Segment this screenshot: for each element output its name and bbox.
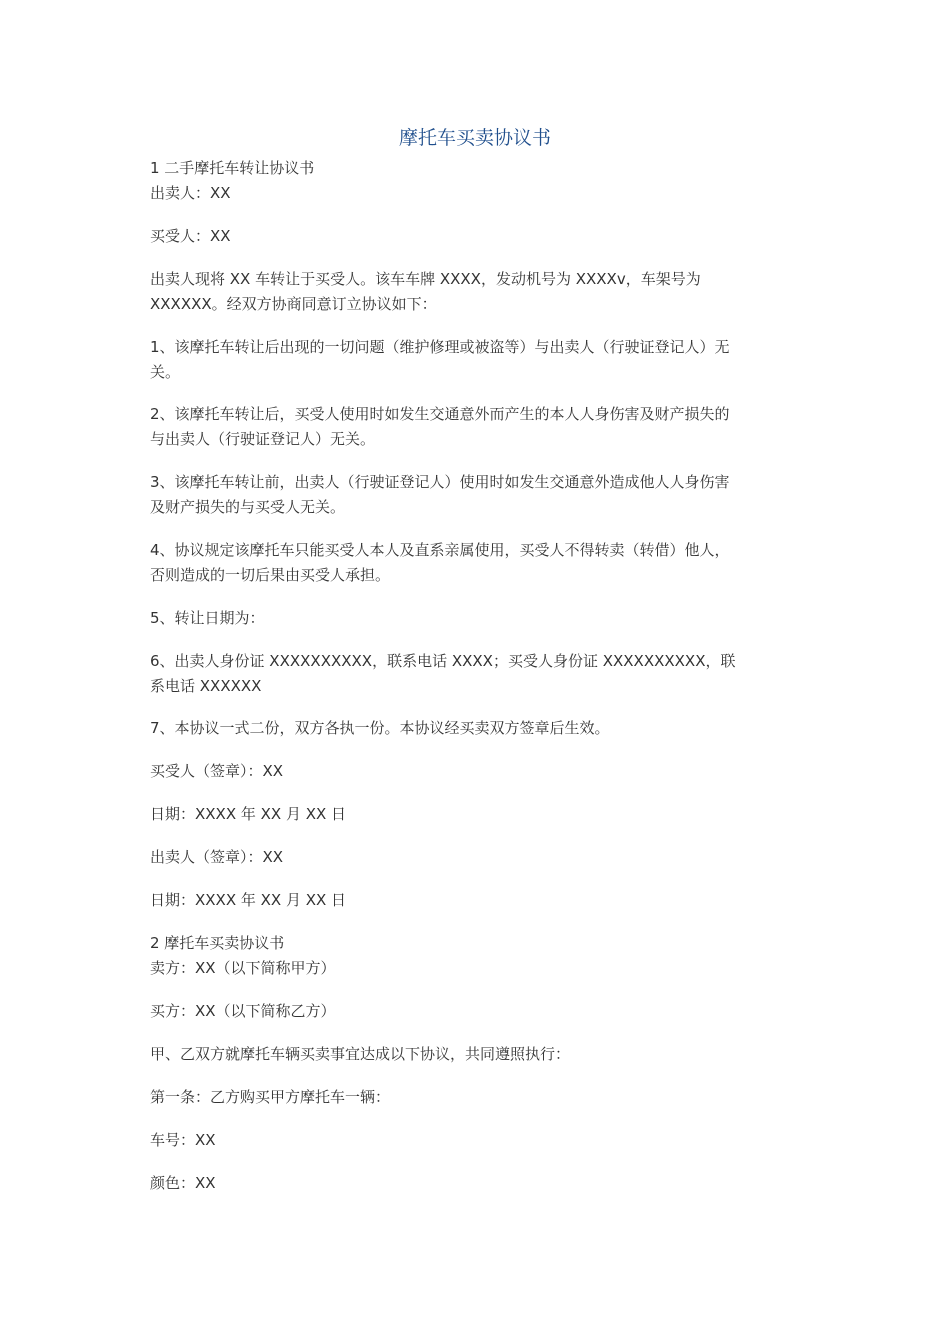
date-line: 日期：XXXX 年 XX 月 XX 日 [150,805,347,823]
clause-line: 系电话 XXXXXX [150,677,262,695]
document-title: 摩托车买卖协议书 [398,127,551,149]
clause-line: 6、出卖人身份证 XXXXXXXXXX，联系电话 XXXX；买受人身份证 XXXXXXXXXX，联 [150,652,736,670]
clause-line: 7、本协议一式二份，双方各执一份。本协议经买卖双方签章后生效。 [150,719,610,737]
section-heading-2: 2 摩托车买卖协议书 [150,934,285,952]
paragraph-line: XXXXXX。经双方协商同意订立协议如下： [150,295,437,313]
clause-line: 2、该摩托车转让后，买受人使用时如发生交通意外而产生的本人人身伤害及财产损失的 [150,405,730,423]
paragraph-line: 甲、乙双方就摩托车辆买卖事宜达成以下协议，共同遵照执行： [150,1045,571,1063]
buyer-line: 买方：XX（以下简称乙方） [150,1002,336,1020]
clause-line: 3、该摩托车转让前，出卖人（行驶证登记人）使用时如发生交通意外造成他人人身伤害 [150,473,730,491]
clause-line: 1、该摩托车转让后出现的一切问题（维护修理或被盗等）与出卖人（行驶证登记人）无 [150,338,730,356]
clause-line: 及财产损失的与买受人无关。 [150,498,346,516]
article-line: 第一条：乙方购买甲方摩托车一辆： [150,1088,391,1106]
vehicle-number-line: 车号：XX [150,1131,216,1149]
seller-line: 卖方：XX（以下简称甲方） [150,959,336,977]
section-heading-1: 1 二手摩托车转让协议书 [150,159,315,177]
vehicle-color-line: 颜色：XX [150,1174,216,1192]
clause-line: 5、转让日期为： [150,609,265,627]
clause-line: 4、协议规定该摩托车只能买受人本人及直系亲属使用，买受人不得转卖（转借）他人， [150,541,730,559]
clause-line: 否则造成的一切后果由买受人承担。 [150,566,391,584]
seller-line: 出卖人：XX [150,184,231,202]
date-line: 日期：XXXX 年 XX 月 XX 日 [150,891,347,909]
signature-line: 出卖人（签章）：XX [150,848,284,866]
clause-line: 关。 [150,363,181,381]
signature-line: 买受人（签章）：XX [150,762,284,780]
clause-line: 与出卖人（行驶证登记人）无关。 [150,430,376,448]
buyer-line: 买受人：XX [150,227,231,245]
paragraph-line: 出卖人现将 XX 车转让于买受人。该车车牌 XXXX，发动机号为 XXXXv，车架号为 [150,270,701,288]
